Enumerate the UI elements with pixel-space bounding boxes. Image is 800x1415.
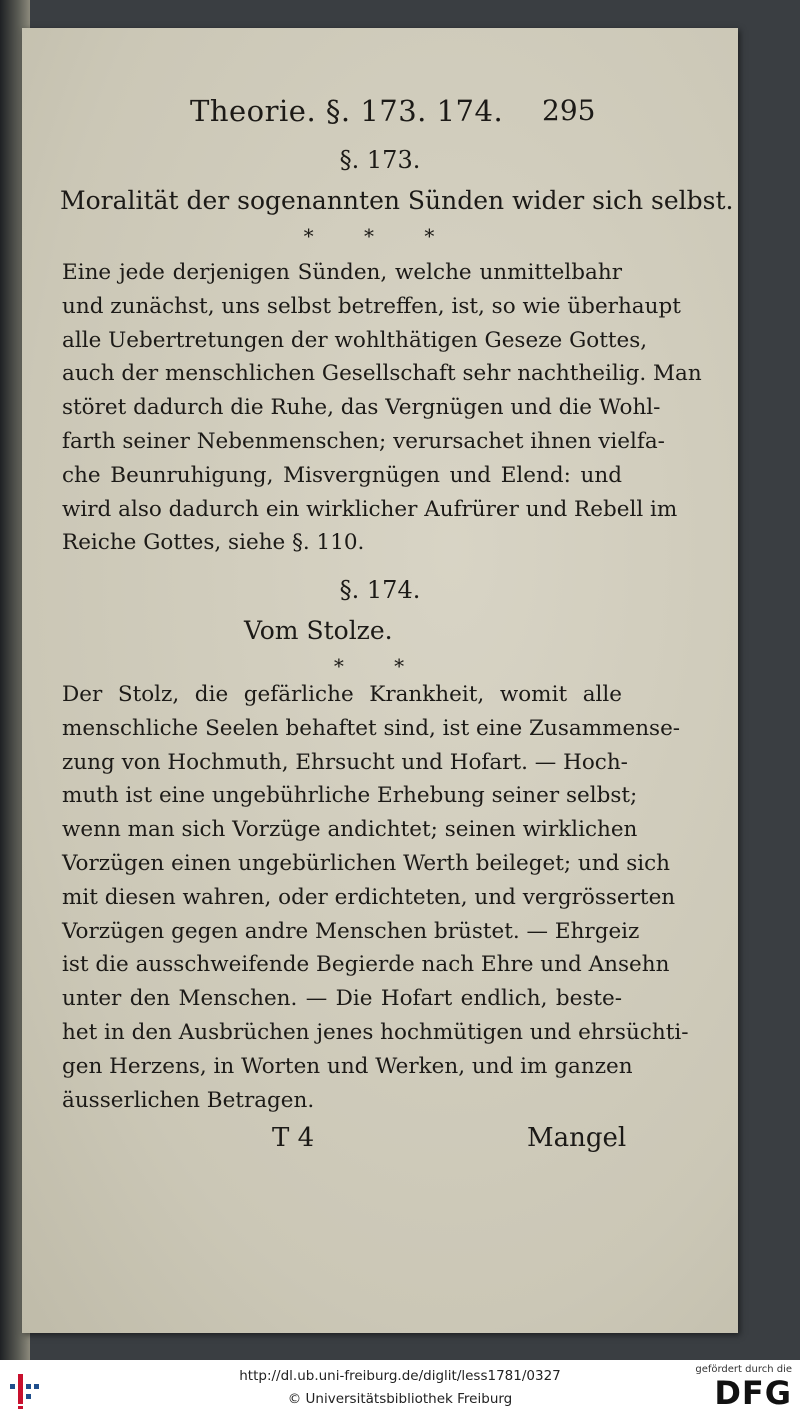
text-line: zung von Hochmuth, Ehrsucht und Hofart. — Hoch- bbox=[62, 749, 628, 775]
text-line: muth ist eine ungebührliche Erhebung seiner selbst; bbox=[62, 783, 638, 809]
section-173-ornament: * * * bbox=[303, 224, 457, 248]
section-174-number: §. 174. bbox=[339, 576, 421, 604]
book-page bbox=[22, 28, 738, 1333]
text-line: menschliche Seelen behaftet sind, ist eine Zusammense- bbox=[62, 715, 681, 741]
text-line: wird also dadurch ein wirklicher Aufrürer und Rebell im bbox=[62, 496, 678, 522]
text-line: ist die ausschweifende Begierde nach Ehre und Ansehn bbox=[62, 952, 670, 978]
text-line: che Beunruhigung, Misvergnügen und Elend: und bbox=[62, 462, 622, 488]
text-line: alle Uebertretungen der wohlthätigen Geseze Gottes, bbox=[62, 327, 648, 353]
section-173-title: Moralität der sogenannten Sünden wider sich selbst. bbox=[60, 186, 734, 215]
signature-mark: T 4 bbox=[272, 1123, 315, 1153]
text-line: unter den Menschen. — Die Hofart endlich, beste- bbox=[62, 986, 622, 1012]
section-174-ornament: * * bbox=[333, 654, 427, 678]
text-line: het in den Ausbrüchen jenes hochmütigen und ehrsüchti- bbox=[62, 1019, 689, 1045]
copyright-notice: © Universitätsbibliothek Freiburg bbox=[287, 1391, 513, 1407]
text-line: Der Stolz, die gefärliche Krankheit, womit alle bbox=[62, 682, 622, 707]
running-head: Theorie. §. 173. 174. bbox=[190, 94, 504, 128]
text-line: gen Herzens, in Worten und Werken, und im ganzen bbox=[62, 1053, 633, 1079]
text-line: farth seiner Nebenmenschen; verursachet ihnen vielfa- bbox=[62, 428, 665, 454]
text-line: Reiche Gottes, siehe §. 110. bbox=[62, 530, 365, 556]
text-line: Eine jede derjenigen Sünden, welche unmittelbahr bbox=[62, 260, 622, 285]
permalink-url[interactable]: http://dl.ub.uni-freiburg.de/diglit/less1781/0327 bbox=[239, 1368, 561, 1384]
text-line: Vorzügen gegen andre Menschen brüstet. — Ehrgeiz bbox=[62, 918, 640, 944]
section-174-title: Vom Stolze. bbox=[244, 616, 393, 645]
catchword: Mangel bbox=[527, 1123, 627, 1153]
viewer-footer bbox=[0, 1360, 800, 1415]
text-line: Vorzügen einen ungebürlichen Werth beileget; und sich bbox=[62, 850, 671, 876]
section-173-number: §. 173. bbox=[339, 146, 421, 174]
text-line: mit diesen wahren, oder erdichteten, und vergrösserten bbox=[62, 884, 676, 910]
text-line: störet dadurch die Ruhe, das Vergnügen und die Wohl- bbox=[62, 395, 661, 421]
funder-caption: gefördert durch die bbox=[695, 1364, 792, 1375]
text-line: äusserlichen Betragen. bbox=[62, 1087, 315, 1113]
text-line: wenn man sich Vorzüge andichtet; seinen wirklichen bbox=[62, 817, 638, 843]
section-173-paragraph bbox=[62, 256, 702, 560]
page-number: 295 bbox=[542, 94, 596, 127]
text-line: auch der menschlichen Gesellschaft sehr nachtheilig. Man bbox=[62, 361, 702, 387]
section-174-paragraph bbox=[62, 678, 689, 1117]
dfg-logo-icon[interactable]: DFG bbox=[714, 1374, 792, 1412]
text-line: und zunächst, uns selbst betreffen, ist, so wie überhaupt bbox=[62, 293, 681, 319]
